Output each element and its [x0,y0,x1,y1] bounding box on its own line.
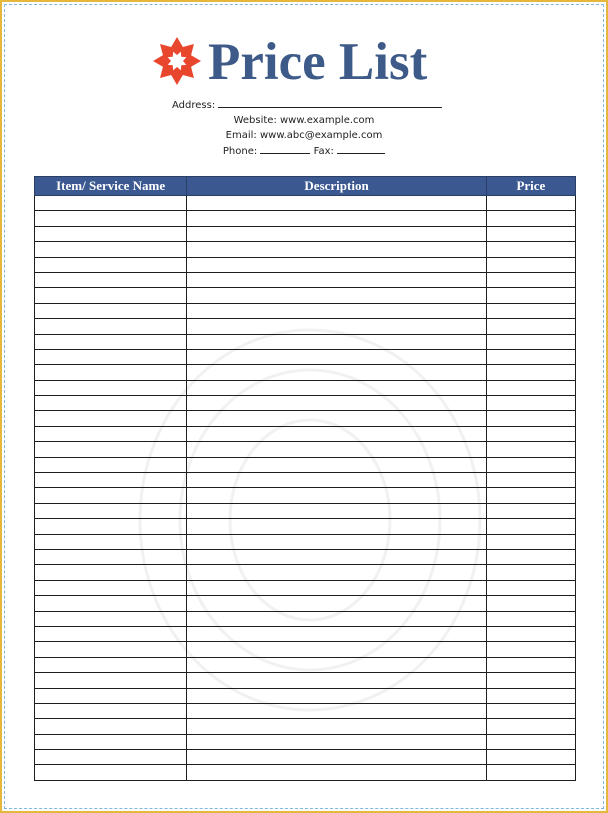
contact-info [0,97,608,159]
table-row [35,503,576,518]
table-row [35,719,576,734]
table-row [35,426,576,441]
table-row [35,750,576,765]
price-cell[interactable] [486,380,575,395]
description-cell[interactable] [187,626,487,641]
table-row [35,242,576,257]
item-name-cell[interactable] [35,426,187,441]
website-line: Website: www.example.com [233,115,375,126]
table-row [35,303,576,318]
description-cell[interactable] [187,257,487,272]
price-cell[interactable] [486,519,575,534]
description-cell[interactable] [187,519,487,534]
price-cell[interactable] [486,565,575,580]
description-cell[interactable] [187,396,487,411]
description-cell[interactable] [187,272,487,287]
phone-label: Phone: [222,146,258,157]
item-name-cell[interactable] [35,611,187,626]
column-header-item-name: Item/ Service Name [35,177,187,196]
description-cell[interactable] [187,442,487,457]
item-name-cell[interactable] [35,211,187,226]
description-cell[interactable] [187,242,487,257]
table-row [35,488,576,503]
price-cell[interactable] [486,611,575,626]
description-cell[interactable] [187,580,487,595]
item-name-cell[interactable] [35,473,187,488]
description-cell[interactable] [187,657,487,672]
price-cell[interactable] [486,365,575,380]
description-cell[interactable] [187,334,487,349]
description-cell[interactable] [187,457,487,472]
table-row [35,196,576,211]
description-cell[interactable] [187,565,487,580]
item-name-cell[interactable] [35,242,187,257]
table-row [35,626,576,641]
price-cell[interactable] [486,549,575,564]
item-name-cell[interactable] [35,196,187,211]
table-body [35,196,576,781]
description-cell[interactable] [187,534,487,549]
item-name-cell[interactable] [35,288,187,303]
item-name-cell[interactable] [35,750,187,765]
table-row [35,396,576,411]
item-name-cell[interactable] [35,626,187,641]
price-cell[interactable] [486,534,575,549]
description-cell[interactable] [187,349,487,364]
table-row [35,642,576,657]
item-name-cell[interactable] [35,226,187,241]
description-cell[interactable] [187,288,487,303]
price-cell[interactable] [486,242,575,257]
price-cell[interactable] [486,334,575,349]
description-cell[interactable] [187,611,487,626]
table-row [35,534,576,549]
item-name-cell[interactable] [35,688,187,703]
address-field[interactable] [218,97,442,108]
address-line [172,97,472,113]
price-cell[interactable] [486,488,575,503]
description-cell[interactable] [187,503,487,518]
phone-field[interactable] [260,143,310,154]
description-cell[interactable] [187,411,487,426]
price-cell[interactable] [486,580,575,595]
item-name-cell[interactable] [35,272,187,287]
table-row [35,257,576,272]
item-name-cell[interactable] [35,719,187,734]
address-label: Address: [172,100,216,111]
item-name-cell[interactable] [35,565,187,580]
description-cell[interactable] [187,196,487,211]
item-name-cell[interactable] [35,519,187,534]
table-row [35,565,576,580]
table-row [35,365,576,380]
item-name-cell[interactable] [35,396,187,411]
item-name-cell[interactable] [35,411,187,426]
description-cell[interactable] [187,734,487,749]
price-cell[interactable] [486,673,575,688]
item-name-cell[interactable] [35,703,187,718]
table-row [35,611,576,626]
table-row [35,272,576,287]
fax-label: Fax: [313,146,334,157]
description-cell[interactable] [187,673,487,688]
description-cell[interactable] [187,596,487,611]
price-cell[interactable] [486,719,575,734]
price-cell[interactable] [486,426,575,441]
price-cell[interactable] [486,703,575,718]
price-table [34,176,576,781]
description-cell[interactable] [187,365,487,380]
item-name-cell[interactable] [35,657,187,672]
description-cell[interactable] [187,703,487,718]
table-row [35,703,576,718]
page-title: Price List [208,33,428,91]
item-name-cell[interactable] [35,503,187,518]
table-row [35,380,576,395]
table-row [35,765,576,780]
item-name-cell[interactable] [35,642,187,657]
price-cell[interactable] [486,272,575,287]
table-row [35,349,576,364]
table-row [35,673,576,688]
description-cell[interactable] [187,319,487,334]
table-row [35,442,576,457]
price-cell[interactable] [486,349,575,364]
item-name-cell[interactable] [35,257,187,272]
description-cell[interactable] [187,380,487,395]
table-row [35,211,576,226]
table-row [35,549,576,564]
description-cell[interactable] [187,549,487,564]
description-cell[interactable] [187,426,487,441]
item-name-cell[interactable] [35,765,187,780]
price-cell[interactable] [486,457,575,472]
item-name-cell[interactable] [35,365,187,380]
description-cell[interactable] [187,719,487,734]
description-cell[interactable] [187,642,487,657]
price-cell[interactable] [486,319,575,334]
item-name-cell[interactable] [35,349,187,364]
description-cell[interactable] [187,765,487,780]
item-name-cell[interactable] [35,319,187,334]
item-name-cell[interactable] [35,734,187,749]
table-row [35,457,576,472]
table-row [35,319,576,334]
description-cell[interactable] [187,211,487,226]
description-cell[interactable] [187,303,487,318]
item-name-cell[interactable] [35,534,187,549]
column-header-price: Price [486,177,575,196]
price-cell[interactable] [486,473,575,488]
table-row [35,288,576,303]
price-cell[interactable] [486,503,575,518]
table-row [35,657,576,672]
item-name-cell[interactable] [35,303,187,318]
item-name-cell[interactable] [35,673,187,688]
fax-field[interactable] [337,143,385,154]
price-cell[interactable] [486,596,575,611]
item-name-cell[interactable] [35,596,187,611]
table-row [35,473,576,488]
price-cell[interactable] [486,196,575,211]
item-name-cell[interactable] [35,549,187,564]
table-row [35,596,576,611]
flower-logo-icon [148,35,206,87]
description-cell[interactable] [187,473,487,488]
price-cell[interactable] [486,226,575,241]
price-cell[interactable] [486,765,575,780]
description-cell[interactable] [187,750,487,765]
table-row [35,734,576,749]
phone-fax-line [0,143,608,159]
item-name-cell[interactable] [35,580,187,595]
price-cell[interactable] [486,750,575,765]
item-name-cell[interactable] [35,457,187,472]
table-row [35,580,576,595]
table-row [35,334,576,349]
price-cell[interactable] [486,626,575,641]
price-cell[interactable] [486,288,575,303]
item-name-cell[interactable] [35,334,187,349]
price-cell[interactable] [486,303,575,318]
description-cell[interactable] [187,688,487,703]
price-cell[interactable] [486,688,575,703]
price-cell[interactable] [486,257,575,272]
item-name-cell[interactable] [35,488,187,503]
price-cell[interactable] [486,642,575,657]
price-cell[interactable] [486,657,575,672]
column-header-description: Description [187,177,487,196]
description-cell[interactable] [187,226,487,241]
table-row [35,226,576,241]
price-cell[interactable] [486,442,575,457]
description-cell[interactable] [187,488,487,503]
table-row [35,411,576,426]
table-row [35,519,576,534]
price-cell[interactable] [486,396,575,411]
table-row [35,688,576,703]
price-cell[interactable] [486,211,575,226]
price-cell[interactable] [486,734,575,749]
table-header-row [35,177,576,196]
item-name-cell[interactable] [35,380,187,395]
price-cell[interactable] [486,411,575,426]
email-line: Email: www.abc@example.com [225,130,383,141]
item-name-cell[interactable] [35,442,187,457]
